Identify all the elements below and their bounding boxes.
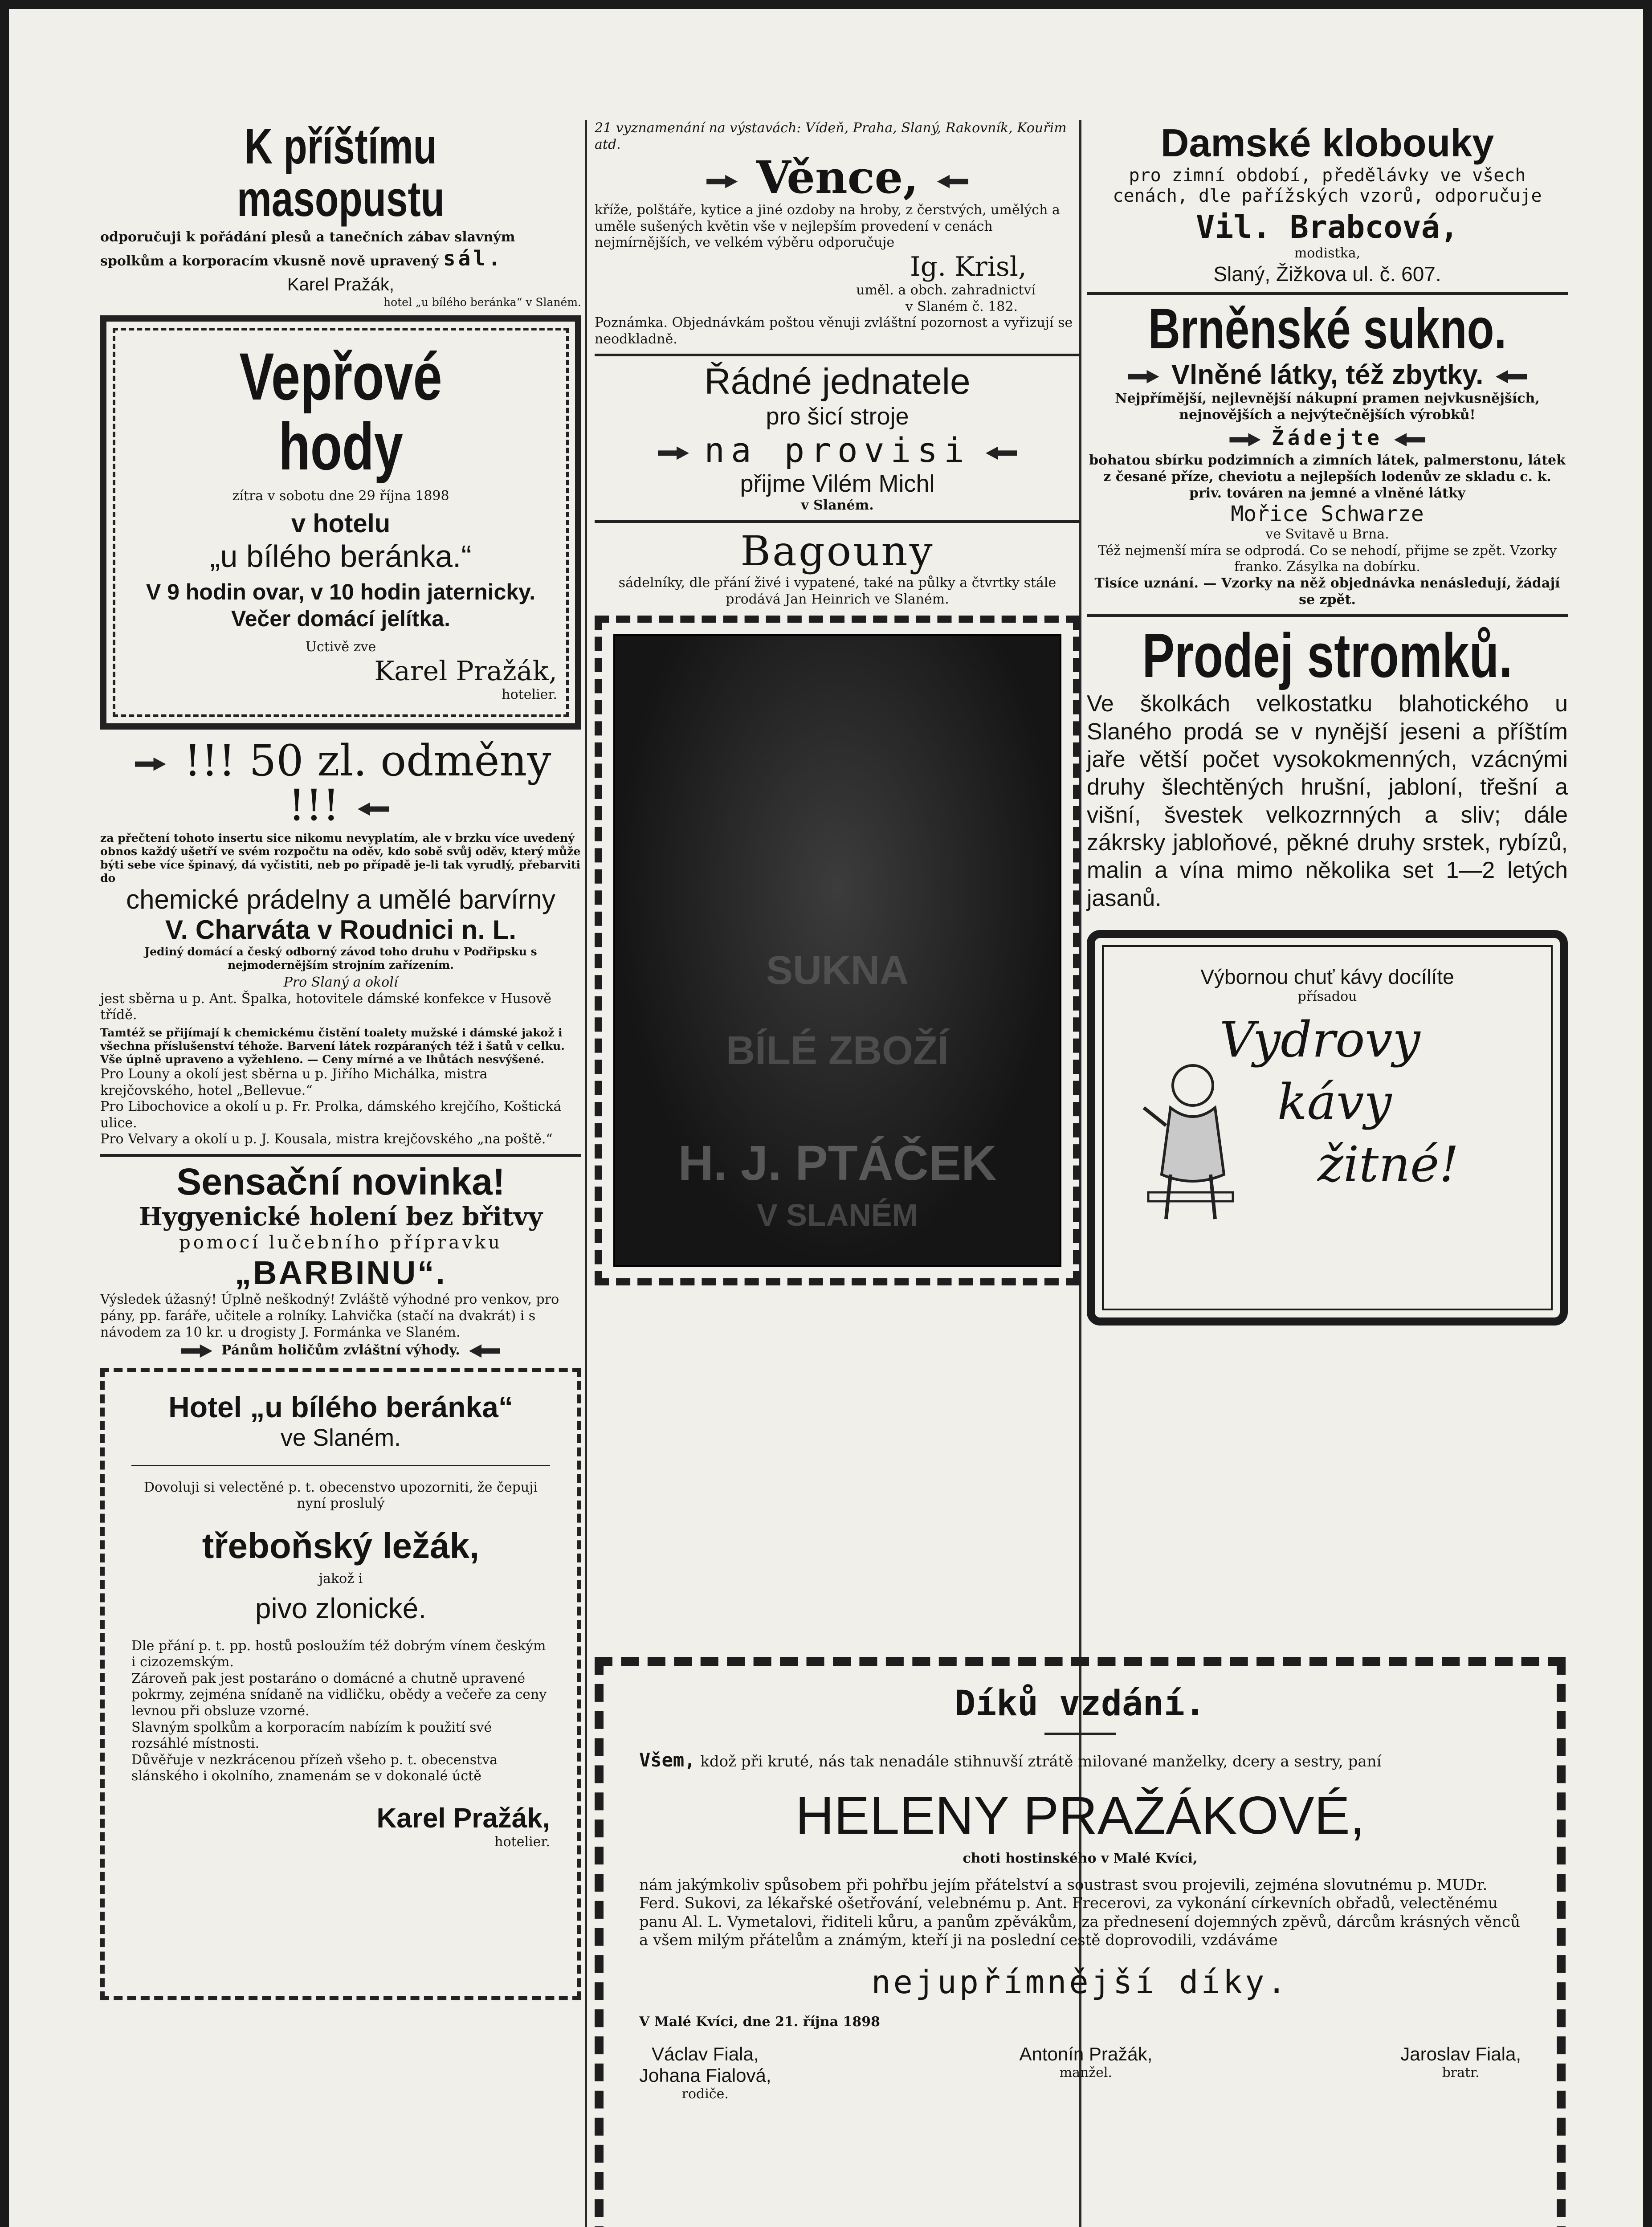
photo-text-sukna: SUKNA xyxy=(766,948,909,993)
jednatele-provisi: na provisi xyxy=(704,430,971,470)
signatures xyxy=(639,2043,1521,2103)
photo-text-slanem: V SLANÉM xyxy=(757,1198,918,1233)
sukno-zadejte: Žádejte xyxy=(1272,426,1383,450)
barbinu-text: Výsledek úžasný! Úplně neškodný! Zvláště výhodné pro venkov, pro pány, pp. faráře, učitele a rolníky. Lahvička (stačí na dvakrát) i s návodem za 10 kr. u drogisty J. Formánka ve Slaném. xyxy=(100,1292,559,1340)
barbinu-title: Sensační novinka! xyxy=(176,1161,505,1203)
divider xyxy=(100,1154,581,1157)
odmena-velvary: Pro Velvary a okolí u p. J. Kousala, mistra krejčovského „na poště.“ xyxy=(100,1131,553,1147)
hody-role: hotelier. xyxy=(502,687,557,703)
odmena-firm2: V. Charváta v Roudnici n. L. xyxy=(165,915,516,945)
hotel-role: hotelier. xyxy=(494,1834,550,1850)
ad-diku-vzdani xyxy=(595,1657,1566,2227)
vence-note: Poznámka. Objednávkám poštou věnuji zvláštní pozornost a vyřizují se neodkladně. xyxy=(595,315,1073,347)
odmena-notes: Tamtéž se přijímají k chemickému čistění toalety mužské i dámské jakož i všechna příslušenství téhože. Barvení látek rozpáraných též i šatů v celku. Vše úplně upraveno a vyžehleno. — Ceny mírné a ve lhůtách nesvýšené. xyxy=(100,1026,565,1066)
ad-jednatele xyxy=(595,361,1080,514)
hotel-p4: Důvěřuje v nezkrácenou přízeň všeho p. t. obecenstva slánského i okolního, znamenám se v dokonalé úctě xyxy=(131,1752,498,1784)
photo-text-ptacek: H. J. PTÁČEK xyxy=(678,1136,997,1191)
hody-program: V 9 hodin ovar, v 10 hodin jaternicky. Večer domácí jelítka. xyxy=(146,579,536,632)
kava-line2: přísadou xyxy=(1297,989,1357,1005)
vence-address: v Slaném č. 182. xyxy=(905,298,1018,314)
pointing-hand-icon xyxy=(658,446,689,460)
thanks-body: nám jakýmkoliv spůsobem při pohřbu jejím přátelství a soustrast svou projevili, zejména slovutnému p. MUDr. Ferd. Sukovi, za lékařské ošetřování, velebnému p. Ant. Frecerovi, za vykonání církevních obřadů, velectěnému panu Al. L. Vymetalovi, řiditeli kůru, a panům zpěvákům, za přednesení dojemných zpěvů, dárcům krásných věnců a všem milým přátelům a známým, kteří ji na poslední cestě doprovodili, vzdáváme xyxy=(639,1876,1520,1950)
ad-sukno xyxy=(1087,299,1568,608)
masopust-text: odporučuji k pořádání plesů a tanečních zábav slavným spolkům a korporacím vkusně nově upravený xyxy=(100,229,515,269)
vence-text: kříže, polštáře, kytice a jiné ozdoby na hroby, z čerstvých, umělých a uměle sušených květin vše v nejlepším provedení v cenách nejmírnějších, ve velkém výběru odporučuje xyxy=(595,202,1060,251)
sig1-role: rodiče. xyxy=(681,2086,729,2102)
sig1-name: Václav Fiala, xyxy=(652,2043,759,2065)
klobouky-title: Damské klobouky xyxy=(1160,121,1494,165)
ad-masopust xyxy=(100,120,581,309)
odmena-libochovice: Pro Libochovice a okolí u p. Fr. Prolka, dámského krejčího, Koštická ulice. xyxy=(100,1099,562,1131)
divider xyxy=(1087,614,1568,617)
ad-hotel-beranek xyxy=(100,1368,581,2000)
pointing-hand-icon xyxy=(135,758,166,771)
divider xyxy=(595,354,1080,356)
hotel-text: Dovoluji si velectěné p. t. obecenstvo upozorniti, že čepuji nyní proslulý xyxy=(143,1479,538,1512)
child-illustration-icon xyxy=(1139,1059,1237,1228)
thanks-name: HELENY PRAŽÁKOVÉ, xyxy=(795,1786,1365,1846)
pointing-hand-icon xyxy=(469,1344,500,1358)
vence-trade: uměl. a obch. zahradnictví xyxy=(856,282,1036,298)
vence-awards: 21 vyznamenání na výstavách: Vídeň, Praha, Slaný, Rakovník, Kouřim atd. xyxy=(595,120,1067,152)
vence-title: Věnce, xyxy=(756,151,919,204)
sukno-text3: Též nejmenší míra se odprodá. Co se nehodí, přijme se zpět. Vzorky franko. Zásylka na dobírku. xyxy=(1097,542,1557,575)
hotel-p1: Dle přání p. t. pp. hostů posloužím též dobrým vínem českým i cizozemským. xyxy=(131,1638,546,1670)
kava-script1: Vydrovy xyxy=(1220,1011,1420,1068)
newspaper-page xyxy=(9,9,1643,2227)
odmena-slany-head: Pro Slaný a okolí xyxy=(283,975,398,991)
thanks-title: Díků vzdání. xyxy=(954,1684,1206,1724)
hody-name: Karel Pražák, xyxy=(374,656,557,687)
sukno-city: ve Svitavě u Brna. xyxy=(1265,526,1389,542)
hotel-place: ve Slaném. xyxy=(280,1424,401,1451)
sukno-title: Brněnské sukno. xyxy=(1148,297,1507,361)
pointing-hand-icon xyxy=(358,802,389,816)
hotel-p3: Slavným spolkům a korporacím nabízím k použití své rozsáhlé místnosti. xyxy=(131,1719,492,1752)
masopust-sal: sál. xyxy=(443,246,503,270)
odmena-text: za přečtení tohoto insertu sice nikomu nevyplatím, ale v brzku více uvedený obnos každý ušetří ve svém rozpočtu na oděv, kdo sobě svůj oděv, který může býti sebe více špinavý, dá vyčistiti, neb po případě je-li tak vyrudlý, přebarviti do xyxy=(100,832,581,885)
vence-name: Ig. Krisl, xyxy=(910,251,1027,282)
divider xyxy=(595,520,1080,523)
ad-veprove-hody xyxy=(100,315,581,730)
sukno-sub: Vlněné látky, též zbytky. xyxy=(1171,359,1484,391)
pointing-hand-icon xyxy=(937,175,968,188)
odmena-title: !!! 50 zl. odměny !!! xyxy=(184,735,551,831)
hotel-as: jakož i xyxy=(318,1570,363,1587)
hotel-beer2: pivo zlonické. xyxy=(255,1592,427,1624)
jednatele-sub: pro šicí stroje xyxy=(766,403,909,430)
odmena-slany: jest sběrna u p. Ant. Špalka, hotovitele dámské konfekce v Husově třídě. xyxy=(100,991,552,1023)
barbinu-sub2: pomocí lučebního přípravku xyxy=(179,1232,502,1253)
hody-invite: Uctivě zve xyxy=(305,639,376,655)
sig1-name2: Johana Fialová, xyxy=(639,2065,771,2086)
hotel-beer: třeboňský ležák, xyxy=(202,1525,480,1566)
odmena-firm1: chemické prádelny a umělé barvírny xyxy=(126,885,555,915)
column-1 xyxy=(100,120,581,2000)
jednatele-hire: přijme Vilém Michl xyxy=(740,470,935,498)
ad-klobouky xyxy=(1087,120,1568,286)
thanks-intro: kdož při kruté, nás tak nenadále stihnuvší ztrátě milované manželky, dcery a sestry, paní xyxy=(700,1753,1382,1770)
ad-barbinu xyxy=(100,1161,581,1359)
sukno-text2: bohatou sbírku podzimních a zimních látek, palmerstonu, látek z česané příze, cheviotu a nejlepších lodenův ze skladu c. k. priv. továren na jemné a vlněné látky xyxy=(1089,453,1566,501)
photo-text-bile-zbozi: BÍLÉ ZBOŽÍ xyxy=(726,1028,949,1073)
barbinu-footer: Pánům holičům zvláštní výhody. xyxy=(221,1342,460,1358)
thanks-date: V Malé Kvíci, dne 21. října 1898 xyxy=(639,2014,880,2030)
ad-bagouny xyxy=(595,527,1080,608)
shop-photo xyxy=(613,634,1061,1267)
ad-stromky xyxy=(1087,621,1568,912)
sig3-name: Jaroslav Fiala, xyxy=(1400,2043,1521,2065)
bagouny-title: Bagouny xyxy=(740,527,934,575)
pointing-hand-icon xyxy=(1496,370,1527,383)
stromky-title: Prodej stromků. xyxy=(1142,620,1513,691)
hody-date: zítra v sobotu dne 29 října 1898 xyxy=(232,488,449,504)
pointing-hand-icon xyxy=(1394,433,1425,446)
pointing-hand-icon xyxy=(181,1344,212,1358)
bagouny-text: sádelníky, dle přání živé i vypatené, také na půlky a čtvrtky stále prodává Jan Heinrich ve Slaném. xyxy=(618,575,1056,607)
sig3-role: bratr. xyxy=(1442,2065,1480,2081)
sukno-tisice: Tisíce uznání. — Vzorky na něž objednávka nenásledují, žádají se zpět. xyxy=(1094,575,1560,608)
stromky-text: Ve školkách velkostatku blahotického u Slaného prodá se v nynější jeseni a příštím jaře větší počet vysokokmenných, vzácnými druhy šlechtěných hrušní, jabloní, třešní a višní, švestek velkozrnných a sliv; dále zákrsky jabloňové, pěkné druhy srstek, rybízů, malin a vína mimo několika set 1—2 letých jasanů. xyxy=(1087,691,1568,911)
thanks-intro-bold: Všem, xyxy=(639,1749,696,1771)
ad-odmena xyxy=(100,735,581,1148)
klobouky-role: modistka, xyxy=(1294,245,1361,261)
pointing-hand-icon xyxy=(1128,370,1159,383)
masopust-hotel: hotel „u bílého beránka“ v Slaném. xyxy=(383,295,581,309)
odmena-desc: Jediný domácí a český odborný závod toho druhu v Podřipsku s nejmodernějším strojním zařízením. xyxy=(144,945,537,972)
divider xyxy=(1087,292,1568,295)
ad-kava xyxy=(1087,930,1568,1326)
ad-vence xyxy=(595,120,1080,347)
odmena-louny: Pro Louny a okolí jest sběrna u p. Jiřího Michálka, mistra krejčovského, hotel „Bellevue.“ xyxy=(100,1066,488,1098)
sig2-role: manžel. xyxy=(1059,2065,1113,2081)
pointing-hand-icon xyxy=(1229,433,1260,446)
hody-in: v hotelu xyxy=(291,509,391,538)
hotel-name: Karel Pražák, xyxy=(376,1803,550,1834)
kava-script2: kávy xyxy=(1277,1073,1392,1130)
sukno-text: Nejpřímější, nejlevnější nákupní pramen nejvkusnějších, nejnovějších a nejvýtečnějších výrobků! xyxy=(1115,391,1540,423)
hotel-title: Hotel „u bílého beránka“ xyxy=(168,1390,513,1423)
kava-line1: Výbornou chuť kávy docílíte xyxy=(1200,965,1454,989)
sukno-firm: Mořice Schwarze xyxy=(1231,502,1424,527)
jednatele-place: v Slaném. xyxy=(801,498,874,514)
column-3 xyxy=(1087,120,1568,1326)
barbinu-sub: Hygyenické holení bez břitvy xyxy=(139,1202,543,1232)
pointing-hand-icon xyxy=(986,446,1017,460)
hody-title: Vepřové hody xyxy=(239,339,442,484)
column-rule-left xyxy=(585,120,587,2227)
sig2-name: Antonín Pražák, xyxy=(1019,2043,1153,2065)
masopust-title: K příštímu masopustu xyxy=(237,118,445,227)
kava-script3: žitné! xyxy=(1318,1135,1459,1193)
klobouky-address: Slaný, Žižkova ul. č. 607. xyxy=(1213,262,1441,286)
thanks-diky: nejupřímnější díky. xyxy=(871,1963,1289,2001)
hody-hotel: „u bílého beránka.“ xyxy=(210,539,472,574)
thanks-role: choti hostinského v Malé Kvíci, xyxy=(963,1851,1198,1867)
klobouky-text: pro zimní období, předělávky ve všech cenách, dle pařížských vzorů, odporučuje xyxy=(1113,165,1542,207)
pointing-hand-icon xyxy=(706,175,738,188)
column-2 xyxy=(595,120,1080,1285)
barbinu-product: „BARBINU“. xyxy=(235,1254,447,1292)
ad-ptacek xyxy=(595,616,1080,1285)
klobouky-name: Vil. Brabcová, xyxy=(1195,209,1459,246)
masopust-name: Karel Pražák, xyxy=(287,274,395,294)
hotel-p2: Zároveň pak jest postaráno o domácné a chutně upravené pokrmy, zejména snídaně na vidličku, obědy a večeře za ceny levnou při obsluze vzorné. xyxy=(131,1670,547,1719)
jednatele-title: Řádné jednatele xyxy=(704,361,971,402)
